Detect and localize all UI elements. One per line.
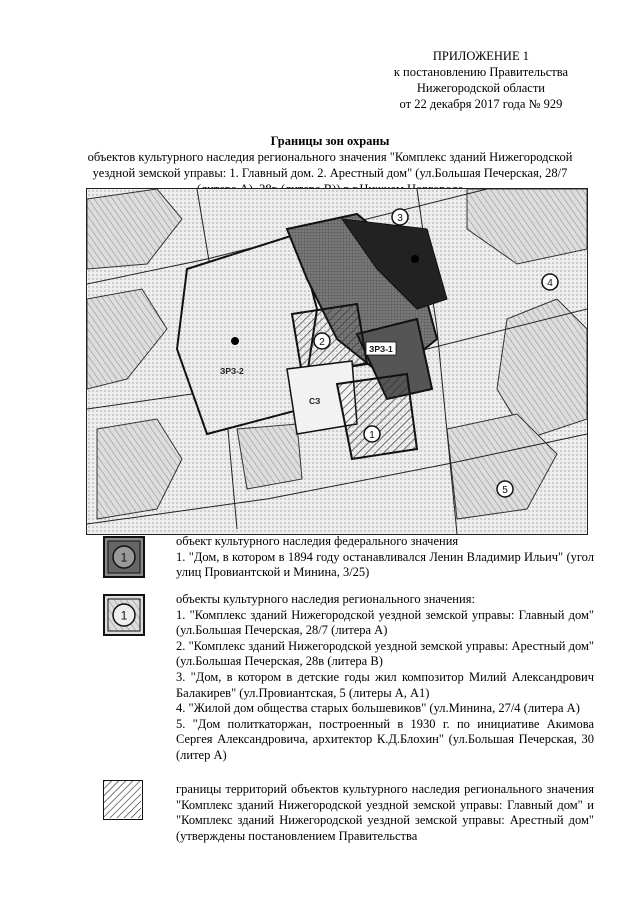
regional-swatch-number: 1	[120, 608, 128, 623]
heading-subtitle: объектов культурного наследия регионального значения "Комплекс зданий Нижегородской уездной земской управы: 1. Главный дом. 2. Арестный дом" (ул.Большая Печерская, 28/7	[87, 150, 573, 180]
boundary-legend-text	[176, 782, 594, 844]
map-zone-sz: СЗ	[309, 396, 321, 406]
appendix-line-3: от 22 декабря 2017 года № 929	[399, 97, 563, 111]
regional-item: 2. "Комплекс зданий Нижегородской уездной земской управы: Арестный дом" (ул.Большая Печерская, 28в (литера В)	[176, 638, 594, 669]
federal-swatch-number: 1	[120, 550, 128, 565]
regional-item: 5. "Дом политкаторжан, построенный в 1930 г. по инициативе Акимова Сергея Александровича, архитектор К.Д.Блохин" (ул.Большая Печерская, 30 (литер А)	[176, 716, 594, 762]
federal-object-swatch	[103, 536, 145, 578]
regional-object-swatch-icon	[105, 596, 143, 634]
zone-map	[86, 188, 588, 535]
map-object-5: 5	[502, 485, 508, 496]
map-zone-zrz1: ЗРЗ-1	[369, 344, 393, 354]
federal-heading: объект культурного наследия федерального значения	[176, 534, 459, 548]
regional-item: 3. "Дом, в котором в детские годы жил композитор Милий Александрович Балакирев" (ул.Провиантская, 5 (литеры А, А1)	[176, 669, 594, 700]
regional-item: 1. "Комплекс зданий Нижегородской уездной земской управы: Главный дом" (ул.Большая Печерская, 28/7 (литера А)	[176, 607, 594, 638]
hatch-pattern-icon	[104, 781, 141, 818]
appendix-line-2: Нижегородской области	[416, 81, 545, 95]
federal-object-swatch-icon	[105, 538, 143, 576]
map-object-4: 4	[547, 278, 553, 289]
map-drawing	[87, 189, 587, 534]
map-object-2: 2	[319, 337, 325, 348]
federal-legend-text	[176, 534, 594, 581]
appendix-block	[394, 48, 568, 112]
regional-heading: объекты культурного наследия регионального значения:	[176, 592, 475, 606]
regional-item: 4. "Жилой дом общества старых большевиков" (ул.Минина, 27/4 (литера А)	[176, 701, 580, 716]
regional-legend-text	[176, 592, 594, 764]
heading-title: Границы зон охраны	[270, 134, 390, 148]
federal-item: 1. "Дом, в котором в 1894 году останавливался Ленин Владимир Ильич" (угол улиц Провиантской и Минина, 3/25)	[176, 549, 594, 580]
boundary-text: границы территорий объектов культурного наследия регионального значения "Комплекс зданий Нижегородской уездной земской управы: Главный дом" и "Комплекс зданий Нижегородской уездной земской управы: Арестный дом" (утверждены постановлением Правительства	[176, 782, 594, 843]
boundary-swatch	[103, 780, 143, 820]
map-object-1: 1	[369, 430, 375, 441]
appendix-title: ПРИЛОЖЕНИЕ 1	[432, 49, 529, 63]
map-zone-zrz2: ЗРЗ-2	[220, 366, 244, 376]
map-object-3: 3	[397, 213, 403, 224]
appendix-line-1: к постановлению Правительства	[393, 65, 568, 79]
regional-object-swatch	[103, 594, 145, 636]
